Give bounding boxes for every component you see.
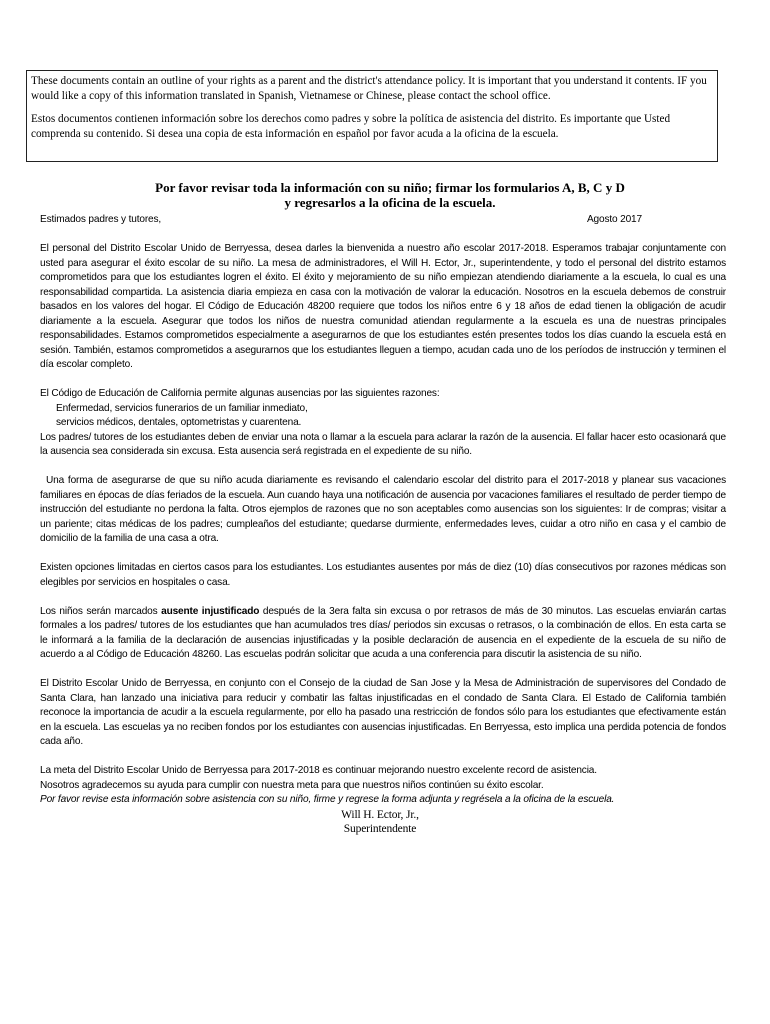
goal-line-2: Nosotros agradecemos su ayuda para cumplir con nuestra meta para que nuestros niños continúen su éxito escolar. — [40, 779, 544, 791]
letter-body — [40, 213, 726, 837]
paragraph-initiative: El Distrito Escolar Unido de Berryessa, en conjunto con el Consejo de la ciudad de San Jose y la Mesa de Administración de supervisores del Condado de Santa Clara, han lanzado una iniciativa para reducir y combatir las faltas injustificadas en el condado de Santa Clara. El Estado de California también reconoce la importancia de acudir a la escuela regularmente, por ello ha pasado una restricción de fondos sólo para los estudiantes que efectivamente están en la escuela. Las escuelas ya no reciben fondos por los estudiantes con ausencias injustificadas. En Berryessa, esto implica una perdida potencia de fondos cada año. — [40, 678, 726, 747]
truancy-bold-term: ausente injustificado — [161, 605, 260, 617]
translation-notice-box — [26, 70, 718, 162]
closing-instruction: Por favor revise esta información sobre asistencia con su niño, firme y regrese la forma adjunta y regrésela a la oficina de la escuela. — [40, 794, 615, 805]
paragraph-vacations: Una forma de asegurarse de que su niño acuda diariamente es revisando el calendario escolar del distrito para el 2017-2018 y planear sus vacaciones familiares en épocas de días feriados de la escuela. Aun cuando haya una notificación de ausencia por vacaciones familiares el resultado de perder tiempo de instrucción del estudiante no perdona la falta. Otros ejemplos de razones que no son aceptables como ausencias son los siguientes: Ir de compras; visitar a un pariente; citas médicas de los padres; cumpleaños del estudiante; quedarse durmiente, enfermedades leves, cuidar a otro niño en casa y el cambio de domicilio de la familia de una casa a otra. — [40, 475, 726, 544]
paragraph-truancy — [40, 605, 726, 663]
page-title — [40, 180, 740, 210]
signature-title: Superintendente — [343, 823, 417, 835]
paragraph-absences-intro: El Código de Educación de California permite algunas ausencias por las siguientes razones: — [40, 388, 440, 399]
letter-header — [40, 213, 726, 228]
truancy-text-after: después de la 3era falta sin excusa o por retrasos de más de 30 minutos. Las escuelas enviarán cartas formales a los padres/ tutores de los estudiantes que han acumulados tres días/ periodos sin excusas o retrasos, o la combinación de ellos. En esta carta se le informará a la familia de la declaración de ausencias injustificadas y la posible declaración de ausencia en el expediente de la escuela de su niño de acuerdo a al Código de Educación 48260. Las escuelas podrán solicitar que acuda a una conferencia para discutir la asistencia de su niño. — [40, 605, 726, 660]
absence-reason-2: servicios médicos, dentales, optometristas y cuarentena. — [56, 417, 302, 428]
notice-spanish: Estos documentos contienen información sobre los derechos como padres y sobre la política de asistencia del distrito. Es importante que Usted comprenda su contenido. Si desea una copia de esta información en español por favor acuda a la oficina de la escuela. — [31, 113, 671, 140]
paragraph-absence-notice: Los padres/ tutores de los estudiantes deben de enviar una nota o llamar a la escuela para aclarar la razón de la ausencia. El fallar hacer esto ocasionará que la ausencia sea considerada sin excusa. Esta ausencia será registrada en el expediente de su niño. — [40, 431, 726, 457]
paragraph-medical-options: Existen opciones limitadas en ciertos casos para los estudiantes. Los estudiantes ausentes por más de diez (10) días consecutivos por razones médicas son elegibles por servicios en hospitales o casa. — [40, 562, 726, 588]
title-line-2: y regresarlos a la oficina de la escuela. — [284, 195, 496, 210]
goal-line-1: La meta del Distrito Escolar Unido de Berryessa para 2017-2018 es continuar mejorando nuestro excelente record de asistencia. — [40, 765, 597, 776]
truancy-text-before: Los niños serán marcados — [40, 605, 162, 617]
salutation: Estimados padres y tutores, — [40, 214, 162, 225]
letter-date: Agosto 2017 — [586, 214, 642, 225]
notice-english: These documents contain an outline of your rights as a parent and the district's attendance policy. It is important that you understand it contents. IF you would like a copy of this information translated in Spanish, Vietnamese or Chinese, please contact the school office. — [31, 75, 707, 102]
title-line-1: Por favor revisar toda la información con su niño; firmar los formularios A, B, C y D — [155, 180, 625, 195]
absence-reason-1: Enfermedad, servicios funerarios de un familiar inmediato, — [56, 402, 308, 414]
paragraph-welcome: El personal del Distrito Escolar Unido de Berryessa, desea darles la bienvenida a nuestro año escolar 2017-2018. Esperamos trabajar conjuntamente con usted para asegurar el éxito escolar de su niño. La mesa de administradores, el Will H. Ector, Jr., superintendente, y todo el personal del distrito estamos comprometidos para que los estudiantes logren el éxito. El éxito y mejoramiento de su niño empiezan atendiendo diariamente a la escuela, lo cual es una responsabilidad compartida. La asistencia diaria empieza en casa con la motivación de valorar la educación. Nosotros en la escuela debemos de construir basados en los valores del hogar. El Código de Educación 48200 requiere que todos los niños entre 6 y 18 años de edad tienen la obligación de acudir diariamente a la escuela. Asegurar que todos los niños de nuestra comunidad atiendan regularmente a la escuela es una de nuestras principales responsabilidades. Estamos comprometidos especialmente a asegurarnos de que los estudiantes estén presentes todos los días cuando la escuela está en sesión. También, estamos comprometidos a asegurarnos que los estudiantes lleguen a tiempo, acudan cada uno de los períodos de instrucción y terminen el día escolar completo. — [40, 243, 726, 370]
signature-name: Will H. Ector, Jr., — [341, 808, 419, 821]
